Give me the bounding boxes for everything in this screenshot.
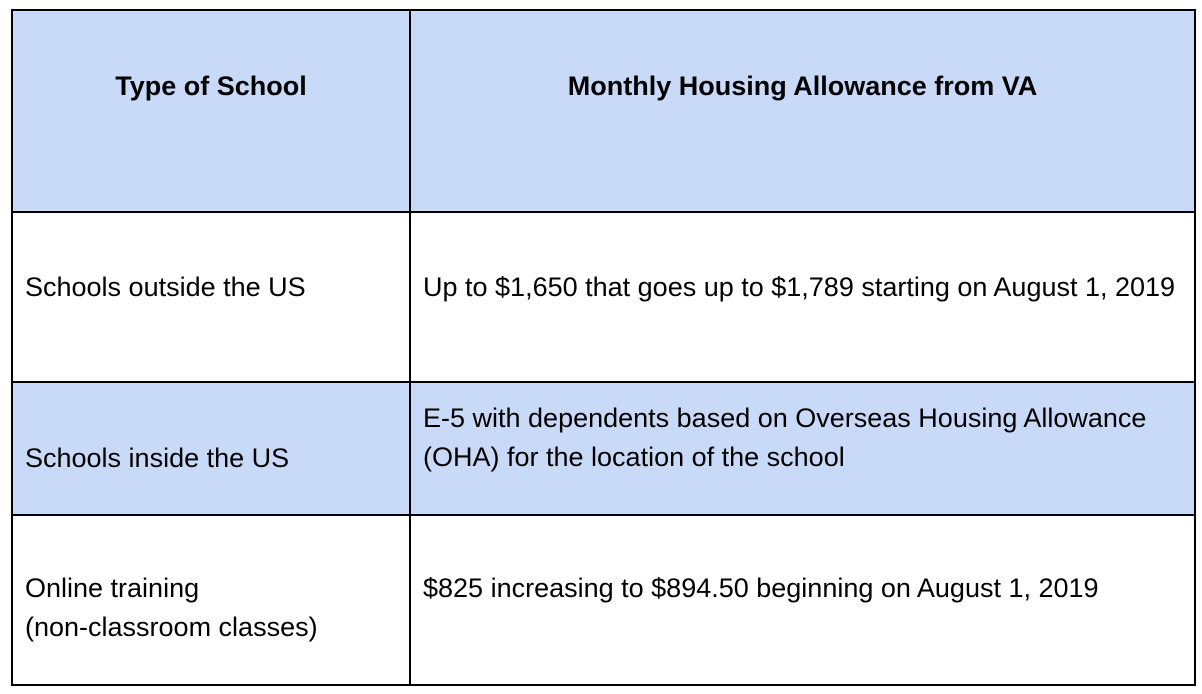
school-type-cell (12, 212, 410, 382)
allowance-cell: $825 increasing to $894.50 beginning on August 1, 2019 (410, 515, 1195, 685)
allowance-cell: Up to $1,650 that goes up to $1,789 starting on August 1, 2019 (410, 212, 1195, 382)
header-monthly-housing-allowance: Monthly Housing Allowance from VA (410, 10, 1195, 212)
table-header-row (12, 10, 1195, 212)
table-row (12, 212, 1195, 382)
housing-allowance-table (11, 9, 1196, 686)
school-type-cell (12, 382, 410, 515)
table-row (12, 382, 1195, 515)
table-row (12, 515, 1195, 685)
school-type-text: Schools inside the US (25, 443, 290, 473)
school-type-cell (12, 515, 410, 685)
school-type-text: Schools outside the US (25, 272, 306, 302)
school-type-subtext: (non-classroom classes) (25, 612, 318, 642)
school-type-text: Online training (25, 573, 200, 603)
allowance-cell: E-5 with dependents based on Overseas Housing Allowance (OHA) for the location of the school (410, 382, 1195, 515)
header-type-of-school: Type of School (12, 10, 410, 212)
